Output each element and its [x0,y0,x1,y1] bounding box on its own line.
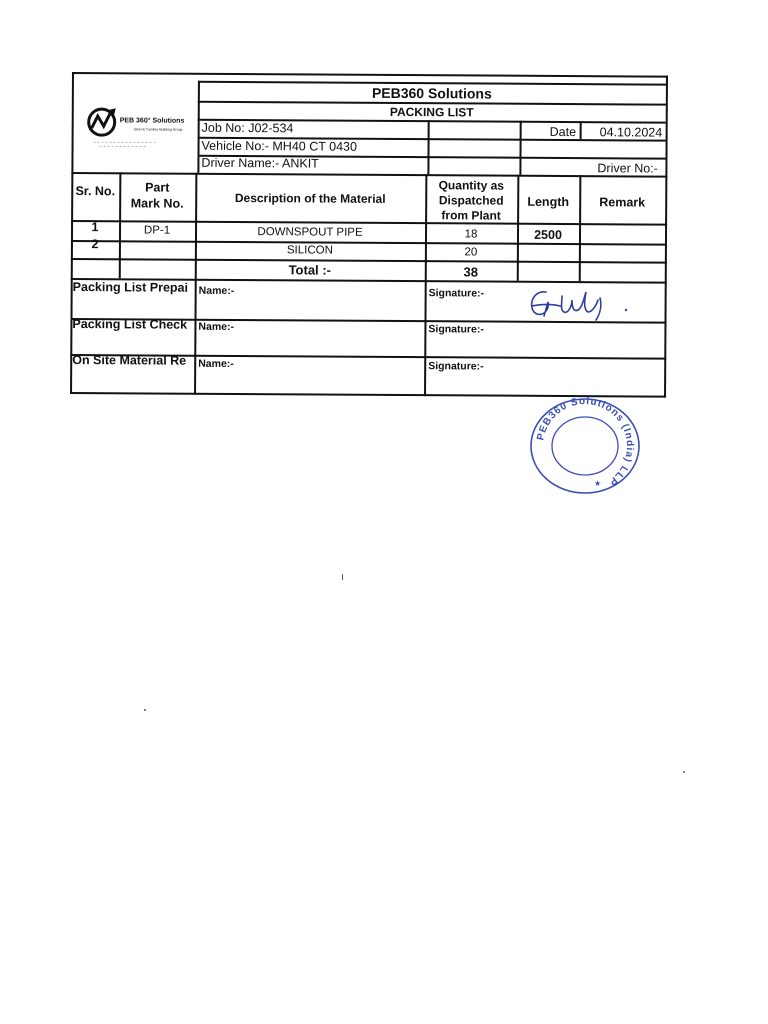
scan-speck [683,771,685,773]
scan-speck [342,574,343,580]
driver-number: Driver No:- [597,161,658,176]
vehicle-number: Vehicle No:- MH40 CT 0430 [201,138,357,154]
line [71,172,667,177]
line [580,121,582,139]
packing-list-prepared-label: Packing List Prepai [72,280,189,295]
border-top [72,72,668,77]
line [519,121,521,175]
total-label: Total :- [288,262,332,278]
col-part-mark-1: Part [145,180,170,195]
received-signature-label: Signature:- [428,360,484,373]
col-length: Length [527,194,570,210]
line [427,120,429,174]
col-quantity-2: Dispatched [438,193,504,208]
job-number: Job No: J02-534 [201,120,294,136]
row-1-description: DOWNSPOUT PIPE [257,226,363,239]
checked-name-label: Name:- [198,320,235,333]
line [71,258,667,263]
col-quantity-3: from Plant [441,208,501,223]
checked-cell [72,315,194,334]
row-2-quantity: 20 [464,246,478,259]
packing-list-form [70,72,668,398]
col-sr-no: Sr. No. [75,184,116,199]
received-cell [72,351,194,370]
row-2-sr: 2 [91,237,99,252]
date-value: 04.10.2024 [599,125,663,140]
company-logo [86,102,196,151]
row-2-description: SILICON [286,244,333,257]
col-part-mark-2: Mark No. [130,196,184,211]
col-quantity-1: Quantity as [438,178,505,193]
driver-name: Driver Name:- ANKIT [201,155,319,171]
prepared-cell [73,278,195,297]
document-title: PACKING LIST [389,104,474,120]
company-stamp [528,396,642,496]
row-2-remark [579,246,665,247]
line [579,175,581,281]
prepared-signature-label: Signature:- [428,287,485,300]
border-right [664,76,668,398]
row-1-length: 2500 [534,227,562,242]
col-remark: Remark [599,195,646,210]
total-quantity: 38 [463,264,479,280]
prepared-name-label: Name:- [198,284,235,297]
company-name: PEB360 Solutions [371,84,492,102]
received-name-label: Name:- [198,357,234,370]
stamp-text: PEB360 Solutions (India) LLP [535,396,636,488]
packing-list-checked-label: Packing List Check [72,317,188,332]
logo-text: PEB 360° Solutions [119,117,185,125]
on-site-received-label: On Site Material Re [72,353,187,368]
row-1-part: DP-1 [143,224,171,237]
row-1-sr: 1 [91,220,99,235]
handwritten-signature [526,282,646,324]
logo-tagline: Steel & Turnkey Building Group [133,127,183,132]
row-1-quantity: 18 [464,228,478,241]
row-1-remark [579,228,665,229]
date-label: Date [549,124,577,140]
col-description: Description of the Material [234,190,386,206]
svg-text:★: ★ [594,479,602,488]
scan-speck [144,709,146,711]
checked-signature-label: Signature:- [428,323,484,336]
